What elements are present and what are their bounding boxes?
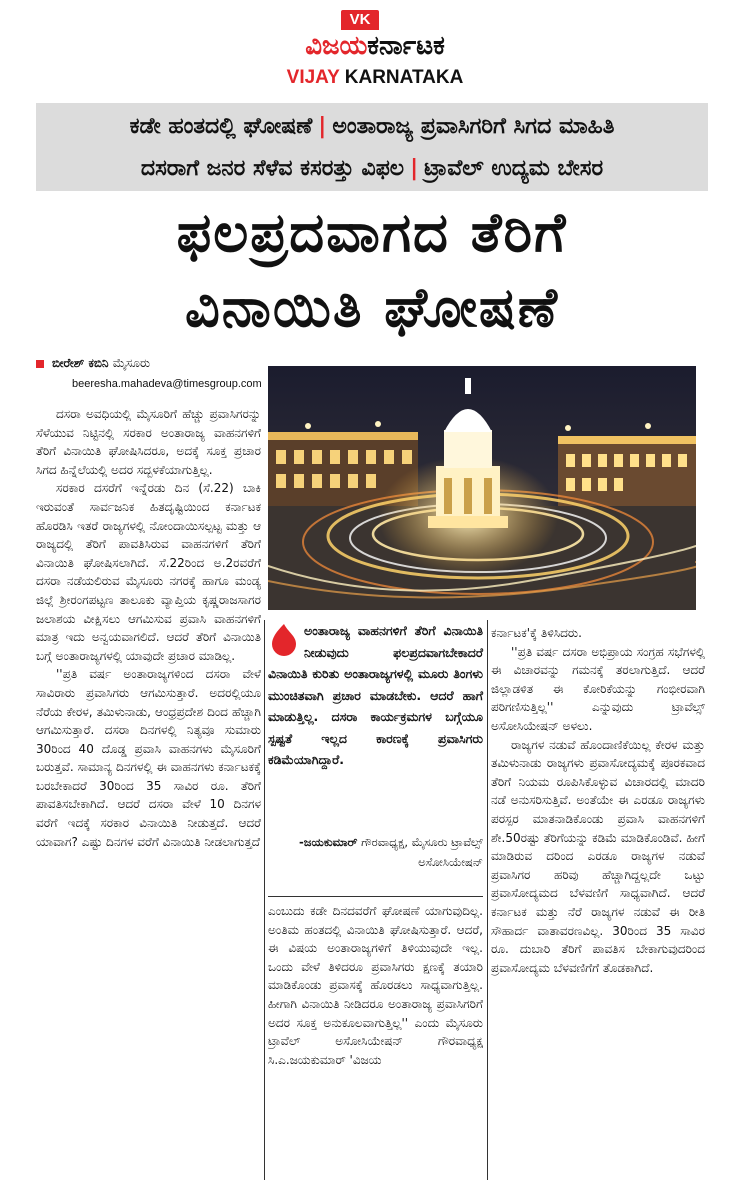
author-email: beeresha.mahadeva@timesgroup.com (72, 378, 262, 390)
kicker-band (36, 103, 708, 191)
masthead (0, 0, 744, 100)
brand-name-kannada (270, 28, 480, 64)
col1-paragraph: ಸರಕಾರ ದಸರೆಗೆ ಇನ್ನೆರಡು ದಿನ (ಸೆ.22) ಬಾಕಿ ಇರುವಂತೆ ಸಾರ್ವಜನಿಕ ಹಿತದೃಷ್ಟಿಯಿಂದ ಕರ್ನಾಟಕ ಹೊರಡಿಸಿ ಇತರೆ ರಾಜ್ಯಗಳಲ್ಲಿ ನೋಂದಾಯಿಸಲ್ಪಟ್ಟ ಮತ್ತು ಆ ರಾಜ್ಯದಲ್ಲಿ ತೆರಿಗೆ ಪಾವತಿಸಿರುವ ವಾಹನಗಳಿಗೆ ತೆರಿಗೆ ವಿನಾಯಿತಿ ಘೋಷಿಸಲಾಗಿದೆ. ಸೆ.22ರಿಂದ ಅ.2ರವರೆಗೆ ದಸರಾ ನಡೆಯಲಿರುವ ಮೈಸೂರು ನಗರಕ್ಕೆ ಹಾಗೂ ಮಂಡ್ಯ ಜಿಲ್ಲೆ ಶ್ರೀರಂಗಪಟ್ಟಣ ತಾಲೂಕು ವ್ಯಾಪ್ತಿಯ ಕೃಷ್ಣರಾಜಸಾಗರ ಜಲಾಶಯ ವೀಕ್ಷಿಸಲು ಆಗಮಿಸುವ ಪ್ರವಾಸಿ ವಾಹನಗಳಿಗೆ ಮಾತ್ರ ಇದು ಅನ್ವಯವಾಗಲಿದೆ. ಆದರೆ ತೆರಿಗೆ ವಿನಾಯಿತಿ ಬಗ್ಗೆ ಅಂತಾರಾಜ್ಯಗಳಲ್ಲಿ ಯಾವುದೇ ಪ್ರಚಾರ ಮಾಡಿಲ್ಲ. (36, 481, 261, 663)
col2-paragraph: ಎಂಬುದು ಕಡೇ ದಿನದವರೆಗೆ ಘೋಷಣೆ ಯಾಗುವುದಿಲ್ಲ. ಅಂತಿಮ ಹಂತದಲ್ಲಿ ವಿನಾಯಿತಿ ಘೋಷಿಸುತ್ತಾರೆ. ಆದರೆ, ಈ ವಿಷಯ ಅಂತಾರಾಜ್ಯಗಳಿಗೆ ತಿಳಿಯುವುದೇ ಇಲ್ಲ. ಒಂದು ವೇಳೆ ತಿಳಿದರೂ ಪ್ರವಾಸಿಗರು ಕ್ಷಣಕ್ಕೆ ತಯಾರಿ ಮಾಡಿಕೊಂಡು ಪ್ರವಾಸಕ್ಕೆ ಹೊರಡಲು ಸಾಧ್ಯವಾಗುತ್ತಿಲ್ಲ. ಹೀಗಾಗಿ ವಿನಾಯಿತಿ ನೀಡಿದರೂ ಅಂತಾರಾಜ್ಯ ಪ್ರವಾಸಿಗರಿಗೆ ಅದರ ಸೂಕ್ತ ಅನುಕೂಲವಾಗುತ್ತಿಲ್ಲ'' ಎಂದು ಮೈಸೂರು ಟ್ರಾವೆಲ್ ಅಸೋಸಿಯೇಷನ್ ಗೌರವಾಧ್ಯಕ್ಷ ಸಿ.ಎ.ಜಯಕುಮಾರ್ 'ವಿಜಯ (268, 904, 483, 1067)
byline-name (52, 353, 150, 373)
column-divider (264, 620, 265, 1180)
byline (36, 353, 264, 401)
col3-paragraph: ''ಪ್ರತಿ ವರ್ಷ ದಸರಾ ಅಭಿಪ್ರಾಯ ಸಂಗ್ರಹ ಸಭೆಗಳಲ್ಲಿ ಈ ವಿಚಾರವನ್ನು ಗಮನಕ್ಕೆ ತರಲಾಗುತ್ತಿದೆ. ಆದರೆ ಜಿಲ್ಲಾಡಳಿತ ಈ ಕೋರಿಕೆಯನ್ನು ಗಂಭೀರವಾಗಿ ಪರಿಗಣಿಸುತ್ತಿಲ್ಲ'' ಎನ್ನುವುದು ಟ್ರಾವೆಲ್ಸ್ ಅಸೋಸಿಯೇಷನ್ ಅಳಲು. (491, 644, 705, 733)
quote-author: -ಜಯಕುಮಾರ್ (299, 835, 358, 849)
photo-illustration (268, 366, 696, 610)
kicker-2a: ದಸರಾಗೆ ಜನರ ಸೆಳೆವ ಕಸರತ್ತು ವಿಫಲ (140, 156, 405, 181)
article-column-2 (268, 902, 483, 1177)
byline-bullet-icon (36, 360, 44, 368)
col3-paragraph: ರಾಜ್ಯಗಳ ನಡುವೆ ಹೊಂದಾಣಿಕೆಯಿಲ್ಲ ಕೇರಳ ಮತ್ತು ತಮಿಳುನಾಡು ರಾಜ್ಯಗಳು ಪ್ರವಾಸೋದ್ಯಮಕ್ಕೆ ಪೂರಕವಾದ ತೆರಿಗೆ ನಿಯಮ ರೂಪಿಸಿಕೊಳ್ಳುವ ವಿಚಾರದಲ್ಲಿ ಮಾದರಿ ನಡೆ ಅನುಸರಿಸುತ್ತಿವೆ. ಅಂತೆಯೇ ಈ ಎರಡೂ ರಾಜ್ಯಗಳು ಪರಸ್ಪರ ಮಾತನಾಡಿಕೊಂಡು ಪ್ರವಾಸಿ ವಾಹನಗಳಿಗೆ ಶೇ.50ರಷ್ಟು ತೆರಿಗೆಯನ್ನು ಕಡಿಮೆ ಮಾಡಿಕೊಂಡಿವೆ. ಹೀಗೆ ಮಾಡಿರುವ ದರಿಂದ ಎರಡೂ ರಾಜ್ಯಗಳ ನಡುವೆ ಪ್ರವಾಸಿಗರ ಹರಿವು ಹೆಚ್ಚಾಗಿದ್ದಲ್ಲದೇ ಒಟ್ಟು ಪ್ರವಾಸೋದ್ಯಮದ ಬೆಳವಣಿಗೆ ಸಾಧ್ಯವಾಗಿದೆ. ಆದರೆ ಕರ್ನಾಟಕ ಮತ್ತು ನೆರೆ ರಾಜ್ಯಗಳ ನಡುವೆ ಈ ರೀತಿ ಸೌಹಾರ್ದ ವಾತಾವರಣವಿಲ್ಲ. 30ರಿಂದ 35 ಸಾವಿರ ರೂ. ದುಬಾರಿ ತೆರಿಗೆ ಪಾವತಿಸ ಬೇಕಾಗುವುದರಿಂದ ಪ್ರವಾಸೋದ್ಯಮ ಬೆಳವಣಿಗೆಗೆ ತೊಡಕಾಗಿದೆ. (491, 737, 705, 975)
vk-logo-badge: VK (341, 10, 379, 30)
headline-line-1: ಫಲಪ್ರದವಾಗದ ತೆರಿಗೆ (176, 201, 568, 264)
kicker-1a: ಕಡೇ ಹಂತದಲ್ಲಿ ಘೋಷಣೆ (129, 114, 313, 139)
kicker-separator: | (410, 156, 419, 181)
author-name: ಬೀರೇಶ್ ಕಬಿನಿ (52, 356, 109, 370)
pull-quote-attribution (268, 832, 483, 872)
quote-bottom-rule (268, 896, 483, 897)
kicker-line-2 (36, 149, 708, 189)
kicker-line-1 (36, 107, 708, 147)
col1-paragraph: ''ಪ್ರತಿ ವರ್ಷ ಅಂತಾರಾಜ್ಯಗಳಿಂದ ದಸರಾ ವೇಳೆ ಸಾವಿರಾರು ಪ್ರವಾಸಿಗರು ಆಗಮಿಸುತ್ತಾರೆ. ಅದರಲ್ಲಿಯೂ ನೆರೆಯ ಕೇರಳ, ತಮಿಳುನಾಡು, ಆಂಧ್ರಪ್ರದೇಶ ದಿಂದ ಹೆಚ್ಚಾಗಿ ಆಗಮಿಸುತ್ತಾರೆ. ದಸರಾ ದಿನಗಳಲ್ಲಿ ನಿತ್ಯವೂ ಸುಮಾರು 30ರಿಂದ 40 ದೊಡ್ಡ ಪ್ರವಾಸಿ ವಾಹನಗಳು ಮೈಸೂರಿಗೆ ಬರುತ್ತವೆ. ಸಾಮಾನ್ಯ ದಿನಗಳಲ್ಲಿ ಈ ವಾಹನಗಳು ಕರ್ನಾಟಕಕ್ಕೆ ಬರಬೇಕಾದರೆ 30ರಿಂದ 35 ಸಾವಿರ ರೂ. ತೆರಿಗೆ ಪಾವತಿಸಬೇಕಾಗಿದೆ. ಆದರೆ ದಸರಾ ವೇಳೆ 10 ದಿನಗಳ ವರೆಗೆ ಇದಕ್ಕೆ ಸರಕಾರ ವಿನಾಯಿತಿ ನೀಡುತ್ತದೆ. ಆದರೆ ಯಾವಾಗ? ಎಷ್ಟು ದಿನಗಳ ವರೆಗೆ ವಿನಾಯಿತಿ ನೀಡಲಾಗುತ್ತದೆ (36, 667, 261, 849)
brand-en-second: KARNATAKA (344, 67, 464, 88)
pull-quote (268, 620, 483, 890)
kicker-1b: ಅಂತಾರಾಜ್ಯ ಪ್ರವಾಸಿಗರಿಗೆ ಸಿಗದ ಮಾಹಿತಿ (332, 114, 615, 139)
quote-author-role: ಗೌರವಾಧ್ಯಕ್ಷ, ಮೈಸೂರು ಟ್ರಾವೆಲ್ಸ್ ಅಸೋಸಿಯೇಷನ್ (361, 835, 483, 869)
brand-kn-first: ವಿಜಯ (305, 31, 368, 61)
brand-en-first: VIJAY (286, 67, 340, 88)
article-column-3 (491, 624, 705, 1179)
night-circle-photo (268, 366, 696, 610)
article-column-1 (36, 405, 261, 1180)
brand-name-english (270, 66, 480, 90)
column-divider (487, 620, 488, 1180)
author-city: ಮೈಸೂರು (112, 356, 151, 370)
kicker-separator: | (318, 114, 327, 139)
col3-paragraph: ಕರ್ನಾಟಕ'ಕ್ಕೆ ತಿಳಿಸಿದರು. (491, 626, 582, 640)
col1-paragraph: ದಸರಾ ಅವಧಿಯಲ್ಲಿ ಮೈಸೂರಿಗೆ ಹೆಚ್ಚು ಪ್ರವಾಸಿಗರನ್ನು ಸೆಳೆಯುವ ನಿಟ್ಟಿನಲ್ಲಿ ಸರಕಾರ ಅಂತಾರಾಜ್ಯ ವಾಹನಗಳಿಗೆ ತೆರಿಗೆ ವಿನಾಯಿತಿ ಘೋಷಿಸಿದರೂ, ಅದಕ್ಕೆ ಸೂಕ್ತ ಪ್ರಚಾರ ಸಿಗದ ಹಿನ್ನೆಲೆಯಲ್ಲಿ ಅದರ ಸದ್ಬಳಕೆಯಾಗುತ್ತಿಲ್ಲ. (36, 407, 261, 477)
pull-quote-text: ಅಂತಾರಾಜ್ಯ ವಾಹನಗಳಿಗೆ ತೆರಿಗೆ ವಿನಾಯಿತಿ ನೀಡುವುದು ಫಲಪ್ರದವಾಗಬೇಕಾದರೆ ವಿನಾಯಿತಿ ಕುರಿತು ಅಂತಾರಾಜ್ಯಗಳಲ್ಲಿ ಮೂರು ತಿಂಗಳು ಮುಂಚಿತವಾಗಿ ಪ್ರಚಾರ ಮಾಡಬೇಕು. ಆದರೆ ಹಾಗೆ ಮಾಡುತ್ತಿಲ್ಲ. ದಸರಾ ಕಾರ್ಯಕ್ರಮಗಳ ಬಗ್ಗೆಯೂ ಸ್ಪಷ್ಟತೆ ಇಲ್ಲದ ಕಾರಣಕ್ಕೆ ಪ್ರವಾಸಿಗರು ಕಡಿಮೆಯಾಗಿದ್ದಾರೆ. (268, 623, 483, 767)
kicker-2b: ಟ್ರಾವೆಲ್ ಉದ್ಯಮ ಬೇಸರ (424, 156, 604, 181)
headline-line-2: ವಿನಾಯಿತಿ ಘೋಷಣೆ (184, 276, 560, 339)
brand-kn-second: ಕರ್ನಾಟಕ (367, 31, 445, 61)
